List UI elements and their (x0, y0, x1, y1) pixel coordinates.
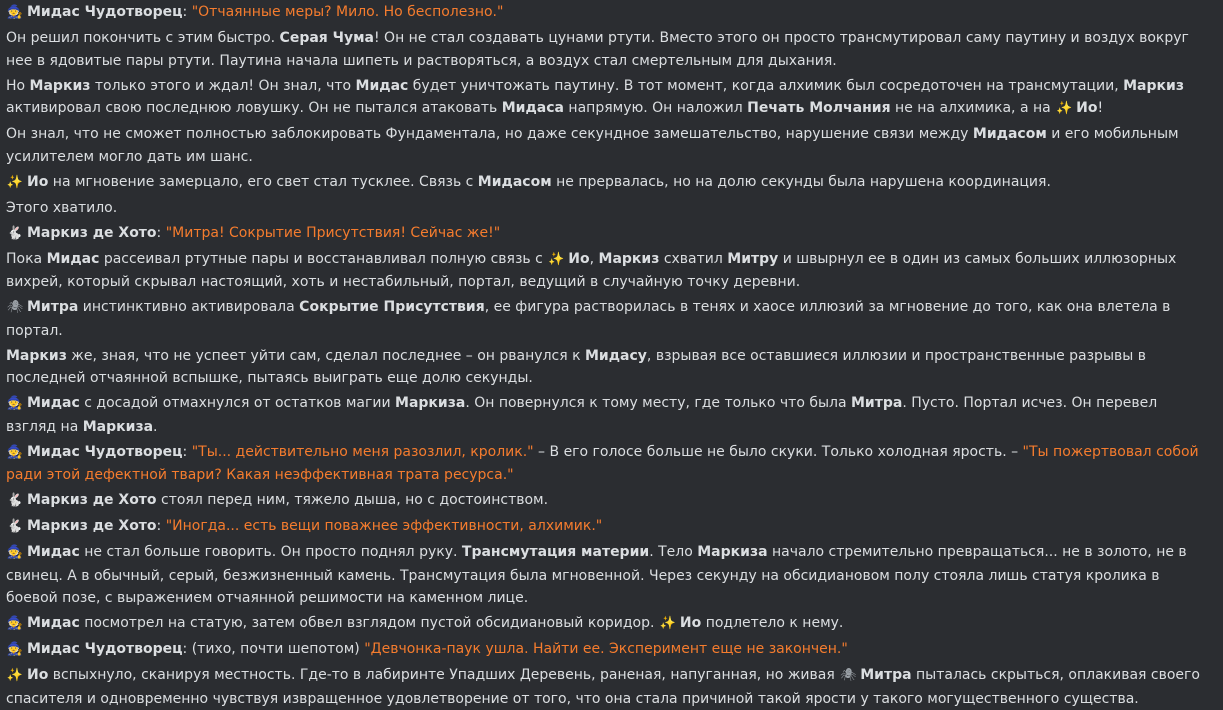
spider-icon: 🕷 (839, 668, 857, 683)
chat-paragraph (6, 248, 1211, 294)
bold-name: Сокрытие Присутствия (299, 299, 485, 315)
mage-icon: 🧙 (6, 5, 24, 20)
narration-text: : (156, 224, 166, 241)
narration-text: . Он повернулся к тому месту, где только что была (465, 395, 851, 411)
narration-text: на мгновение замерцало, его свет стал тусклее. Связь с (48, 173, 478, 190)
chat-paragraph (6, 392, 1211, 438)
quoted-speech: "Иногда... есть вещи поважнее эффективности, алхимик." (165, 518, 603, 534)
narration-text: посмотрел на статую, затем обвел взглядом пустой обсидиановый коридор. (79, 615, 659, 631)
narration-text: . Тело (649, 544, 698, 560)
chat-paragraph (6, 27, 1211, 72)
chat-paragraph (6, 222, 1211, 246)
bold-name: Мидасу (585, 347, 647, 364)
narration-text: инстинктивно активировала (78, 299, 300, 315)
bold-name: Мидас Чудотворец (27, 443, 183, 460)
narration-text: стоял перед ним, тяжело дыша, но с достоинством. (156, 492, 549, 508)
chat-paragraph (6, 612, 1211, 636)
bold-name: Мидас (27, 615, 80, 631)
bold-name: Мидаса (501, 100, 564, 116)
narration-text: же, зная, что не успеет уйти сам, сделал последнее – он рванулся к (66, 347, 585, 364)
quoted-speech: "Ты... действительно меня разозлил, кролик." (191, 443, 534, 460)
chat-paragraph (6, 638, 1211, 662)
bold-name: Маркиза (697, 544, 768, 560)
bold-name: Маркиза (82, 418, 154, 435)
narration-text: начало стремительно превращаться... не в золото, не в свинец. А в обычный, серый, безжизненный камень. Трансмутация была мгновенной. Через секунду на обсидиановом полу стояла лишь статуя кролика в боевой позе, с выражением отчаянной решимости на каменном лице. (6, 544, 1187, 606)
bold-name: Ио (679, 615, 702, 631)
bold-name: Мидас Чудотворец (27, 4, 183, 20)
narration-text: пыталась скрыться, оплакивая своего спасителя и одновременно чувствуя извращенное удовлетворение от того, что она стала причиной такой ярости у такого могущественного существа. (6, 667, 1200, 707)
narration-text: , ее фигура растворилась в тенях и хаосе иллюзий за мгновение до того, как она влетела в портал. (6, 299, 1171, 339)
bold-name: Мидасом (972, 126, 1047, 142)
narration-text: будет уничтожать паутину. В тот момент, когда алхимик был сосредоточен на трансмутации, (408, 77, 1124, 94)
chat-paragraph (6, 171, 1211, 195)
bold-name: Маркиз де Хото (27, 518, 157, 534)
chat-paragraph (6, 664, 1211, 710)
rabbit-icon: 🐇 (6, 225, 24, 241)
bold-name: Маркиз (6, 347, 67, 364)
bold-name: Ио (1076, 100, 1098, 116)
narration-text: с досадой отмахнулся от остатков магии (79, 395, 396, 411)
spider-icon: 🕷 (6, 300, 24, 315)
narration-text: и швырнул ее в один из самых больших иллюзорных вихрей, который скрывал настоящий, хоть и нестабильный, портал, ведущий в случайную точку деревни. (6, 250, 1177, 290)
bold-name: Мидас Чудотворец (27, 641, 183, 657)
narration-text: не стал больше говорить. Он просто поднял руку. (79, 544, 462, 560)
narration-text: напрямую. Он наложил (563, 100, 748, 116)
narration-text: Он знал, что не сможет полностью заблокировать Фундаментала, но даже секундное замешательство, нарушение связи между (6, 126, 973, 142)
narration-text: Но (6, 77, 30, 94)
narration-text: : (тихо, почти шепотом) (182, 641, 365, 657)
mage-icon: 🧙 (6, 545, 24, 560)
narration-text: Он решил покончить с этим быстро. (6, 30, 280, 46)
bold-name: Печать Молчания (747, 100, 891, 116)
chat-paragraph (6, 197, 1211, 220)
narration-text: , взрывая все оставшиеся иллюзии и пространственные разрывы в последней отчаянной вспышке, пытаясь выиграть еще долю секунды. (6, 347, 1147, 386)
bold-name: Маркиз (598, 250, 660, 267)
bold-name: Мидас (27, 395, 80, 411)
quoted-speech: "Ты пожертвовал собой ради этой дефектной твари? Какая неэффективная трата ресурса." (6, 443, 1199, 483)
narration-text: , (589, 250, 599, 267)
quoted-speech: "Отчаянные меры? Мило. Но бесполезно." (191, 4, 504, 20)
mage-icon: 🧙 (6, 444, 24, 460)
narration-text: . Пусто. Портал исчез. Он перевел взгляд на (6, 395, 1158, 435)
bold-name: Маркиза (395, 395, 466, 411)
bold-name: Ио (568, 250, 590, 267)
chat-paragraph (6, 123, 1211, 168)
narration-text: : (156, 518, 166, 534)
bold-name: Мидас (46, 250, 100, 267)
bold-name: Мидас (27, 544, 80, 560)
quoted-speech: "Девчонка-паук ушла. Найти ее. Эксперимент еще не закончен." (364, 641, 848, 657)
narration-text: : (182, 4, 192, 20)
narration-text: вспыхнуло, сканируя местность. Где-то в лабиринте Упадших Деревень, раненая, напуганная, но живая (48, 667, 840, 683)
narration-text: ! Он не стал создавать цунами ртути. Вместо этого он просто трансмутировал саму паутину и воздух вокруг нее в ядовитые пары ртути. Паутина начала шипеть и растворяться, а воздух стал смертельным для дыхания. (6, 30, 1189, 69)
chat-paragraph (6, 441, 1211, 487)
narration-text: Этого хватило. (6, 199, 118, 216)
narration-text: ! (1097, 100, 1104, 116)
bold-name: Митра (27, 299, 79, 315)
narration-text: – В его голосе больше не было скуки. Только холодная ярость. – (533, 443, 1023, 460)
bold-name: Митру (727, 250, 779, 267)
bold-name: Маркиз де Хото (27, 224, 157, 241)
rabbit-icon: 🐇 (6, 493, 24, 508)
sparkles-icon: ✨ (6, 668, 24, 683)
narration-text: только этого и ждал! Он знал, что (90, 77, 356, 94)
chat-paragraph (6, 345, 1211, 390)
chat-paragraph (6, 515, 1211, 539)
rabbit-icon: 🐇 (6, 519, 24, 534)
sparkles-icon: ✨ (548, 251, 565, 267)
narration-text: : (182, 443, 192, 460)
bold-name: Маркиз (29, 77, 91, 94)
bold-name: Ио (27, 173, 49, 190)
quoted-speech: "Митра! Сокрытие Присутствия! Сейчас же!" (165, 224, 501, 241)
chat-paragraph (6, 541, 1211, 610)
chat-paragraph (6, 489, 1211, 513)
bold-name: Трансмутация материи (461, 544, 650, 560)
chat-paragraph (6, 296, 1211, 342)
mage-icon: 🧙 (6, 642, 24, 657)
narration-text: не на алхимика, а на (890, 100, 1056, 116)
bold-name: Митра (860, 667, 912, 683)
sparkles-icon: ✨ (659, 616, 676, 631)
bold-name: Мидас (355, 77, 409, 94)
bold-name: Серая Чума (279, 30, 374, 46)
narration-text: . (153, 418, 158, 435)
narration-text: и его мобильным усилителем могло дать им шанс. (6, 126, 1179, 165)
chat-paragraph (6, 1, 1211, 25)
chat-paragraph (6, 75, 1211, 121)
narration-text: рассеивал ртутные пары и восстанавливал полную связь с (99, 250, 548, 267)
narration-text: схватил (659, 250, 728, 267)
narration-text: не прервалась, но на долю секунды была нарушена координация. (551, 173, 1051, 190)
bold-name: Мидасом (477, 173, 552, 190)
narration-text: подлетело к нему. (701, 615, 844, 631)
narration-text: Пока (6, 250, 47, 267)
mage-icon: 🧙 (6, 396, 24, 411)
sparkles-icon: ✨ (1056, 101, 1073, 116)
bold-name: Маркиз (1123, 77, 1184, 94)
sparkles-icon: ✨ (6, 174, 24, 190)
bold-name: Маркиз де Хото (27, 492, 157, 508)
bold-name: Ио (27, 667, 49, 683)
mage-icon: 🧙 (6, 616, 24, 631)
bold-name: Митра (851, 395, 903, 411)
narration-text: активировал свою последнюю ловушку. Он не пытался атаковать (6, 100, 502, 116)
